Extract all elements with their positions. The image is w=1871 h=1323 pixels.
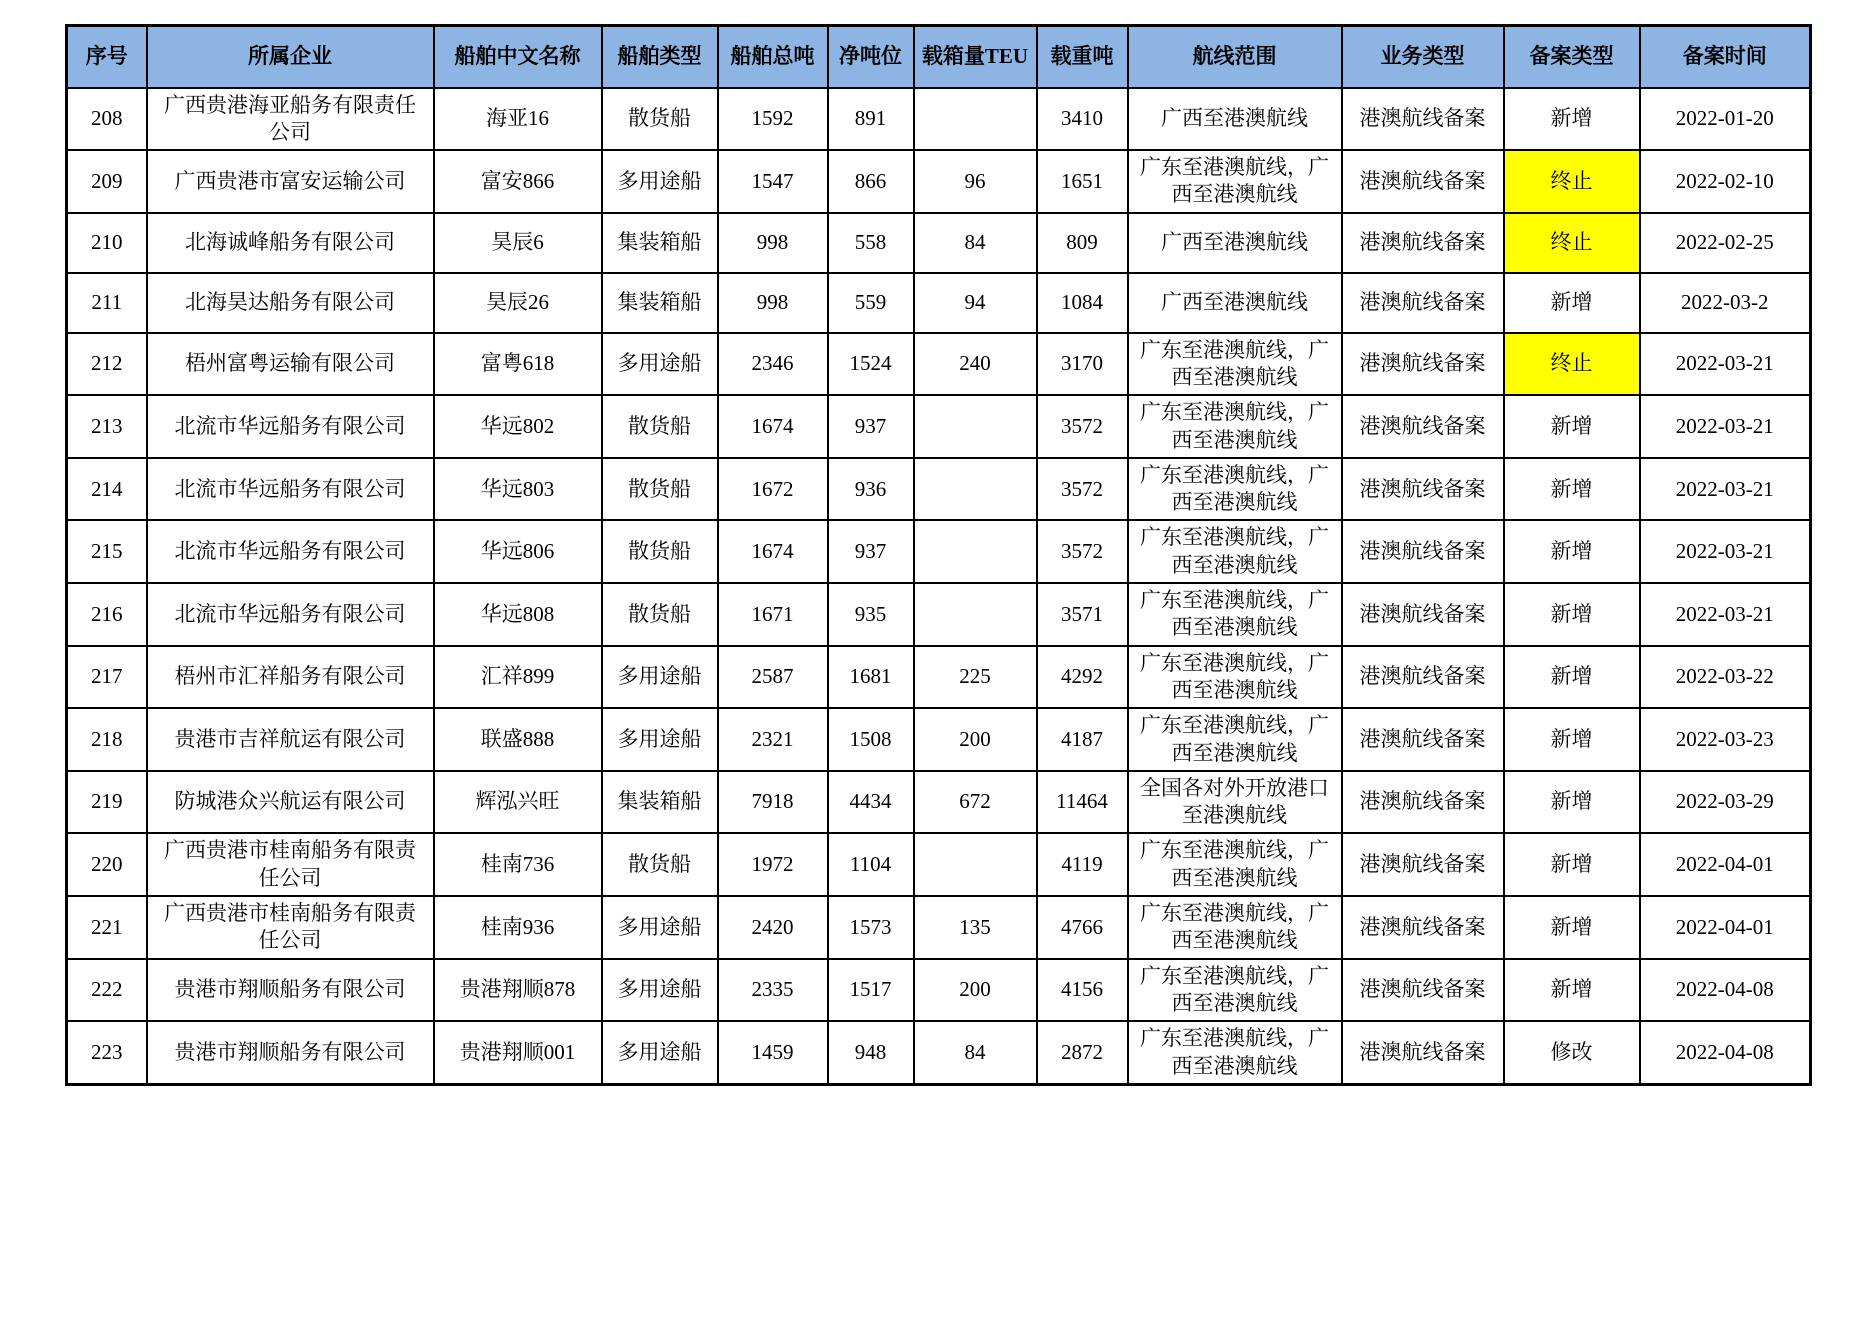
cell-filing_type: 新增 [1504, 959, 1640, 1022]
cell-ship_name: 华远803 [434, 458, 602, 521]
cell-teu: 200 [914, 708, 1037, 771]
column-header-business_type: 业务类型 [1342, 26, 1504, 88]
column-header-route: 航线范围 [1128, 26, 1342, 88]
cell-company: 贵港市吉祥航运有限公司 [147, 708, 434, 771]
cell-deadweight: 1084 [1037, 273, 1128, 333]
cell-net_tonnage: 1524 [828, 333, 914, 396]
cell-gross_tonnage: 2346 [718, 333, 828, 396]
vessel-filing-table [65, 24, 1812, 1086]
cell-route: 广东至港澳航线，广西至港澳航线 [1128, 333, 1342, 396]
column-header-teu: 载箱量TEU [914, 26, 1037, 88]
cell-teu [914, 583, 1037, 646]
cell-filing_type: 新增 [1504, 520, 1640, 583]
cell-route: 广西至港澳航线 [1128, 213, 1342, 273]
cell-company: 广西贵港市富安运输公司 [147, 150, 434, 213]
cell-filing_date: 2022-03-22 [1640, 646, 1811, 709]
cell-deadweight: 3572 [1037, 520, 1128, 583]
cell-route: 广东至港澳航线，广西至港澳航线 [1128, 833, 1342, 896]
cell-business_type: 港澳航线备案 [1342, 771, 1504, 834]
cell-gross_tonnage: 1674 [718, 520, 828, 583]
column-header-index: 序号 [67, 26, 147, 88]
cell-gross_tonnage: 1671 [718, 583, 828, 646]
cell-filing_date: 2022-02-10 [1640, 150, 1811, 213]
cell-filing_date: 2022-03-21 [1640, 583, 1811, 646]
cell-ship_type: 散货船 [602, 395, 718, 458]
cell-teu: 225 [914, 646, 1037, 709]
cell-net_tonnage: 1573 [828, 896, 914, 959]
table-row [67, 833, 1811, 896]
cell-ship_type: 散货船 [602, 88, 718, 151]
cell-company: 北流市华远船务有限公司 [147, 458, 434, 521]
cell-business_type: 港澳航线备案 [1342, 395, 1504, 458]
cell-company: 广西贵港海亚船务有限责任公司 [147, 88, 434, 151]
cell-ship_name: 富粤618 [434, 333, 602, 396]
cell-ship_type: 散货船 [602, 583, 718, 646]
cell-filing_type: 新增 [1504, 273, 1640, 333]
header-row [67, 26, 1811, 88]
table-row [67, 150, 1811, 213]
cell-company: 广西贵港市桂南船务有限责任公司 [147, 896, 434, 959]
cell-ship_name: 桂南936 [434, 896, 602, 959]
cell-ship_type: 多用途船 [602, 1021, 718, 1084]
cell-ship_type: 多用途船 [602, 708, 718, 771]
cell-ship_type: 多用途船 [602, 646, 718, 709]
cell-route: 全国各对外开放港口至港澳航线 [1128, 771, 1342, 834]
cell-net_tonnage: 558 [828, 213, 914, 273]
cell-route: 广西至港澳航线 [1128, 273, 1342, 333]
cell-net_tonnage: 866 [828, 150, 914, 213]
cell-business_type: 港澳航线备案 [1342, 213, 1504, 273]
cell-deadweight: 4187 [1037, 708, 1128, 771]
cell-ship_type: 多用途船 [602, 896, 718, 959]
cell-company: 梧州富粤运输有限公司 [147, 333, 434, 396]
cell-deadweight: 809 [1037, 213, 1128, 273]
table-row [67, 771, 1811, 834]
cell-business_type: 港澳航线备案 [1342, 708, 1504, 771]
cell-teu: 84 [914, 1021, 1037, 1084]
cell-filing_date: 2022-03-21 [1640, 520, 1811, 583]
cell-ship_name: 辉泓兴旺 [434, 771, 602, 834]
cell-index: 221 [67, 896, 147, 959]
cell-ship_name: 华远802 [434, 395, 602, 458]
cell-gross_tonnage: 2420 [718, 896, 828, 959]
cell-ship_name: 昊辰6 [434, 213, 602, 273]
table-row [67, 458, 1811, 521]
cell-business_type: 港澳航线备案 [1342, 959, 1504, 1022]
cell-index: 212 [67, 333, 147, 396]
cell-net_tonnage: 4434 [828, 771, 914, 834]
cell-route: 广西至港澳航线 [1128, 88, 1342, 151]
cell-route: 广东至港澳航线，广西至港澳航线 [1128, 520, 1342, 583]
column-header-gross_tonnage: 船舶总吨 [718, 26, 828, 88]
cell-route: 广东至港澳航线，广西至港澳航线 [1128, 458, 1342, 521]
cell-net_tonnage: 1104 [828, 833, 914, 896]
cell-deadweight: 3410 [1037, 88, 1128, 151]
cell-route: 广东至港澳航线，广西至港澳航线 [1128, 896, 1342, 959]
table-row [67, 520, 1811, 583]
cell-net_tonnage: 891 [828, 88, 914, 151]
table-row [67, 896, 1811, 959]
table-body [67, 88, 1811, 1085]
cell-index: 214 [67, 458, 147, 521]
cell-company: 北流市华远船务有限公司 [147, 395, 434, 458]
cell-filing_date: 2022-03-21 [1640, 395, 1811, 458]
cell-index: 210 [67, 213, 147, 273]
cell-company: 北海诚峰船务有限公司 [147, 213, 434, 273]
cell-business_type: 港澳航线备案 [1342, 1021, 1504, 1084]
cell-deadweight: 1651 [1037, 150, 1128, 213]
cell-index: 217 [67, 646, 147, 709]
cell-route: 广东至港澳航线，广西至港澳航线 [1128, 646, 1342, 709]
cell-net_tonnage: 1681 [828, 646, 914, 709]
cell-route: 广东至港澳航线，广西至港澳航线 [1128, 708, 1342, 771]
cell-index: 223 [67, 1021, 147, 1084]
table-row [67, 273, 1811, 333]
cell-index: 218 [67, 708, 147, 771]
table-row [67, 333, 1811, 396]
cell-net_tonnage: 937 [828, 520, 914, 583]
cell-ship_type: 散货船 [602, 458, 718, 521]
cell-company: 北流市华远船务有限公司 [147, 520, 434, 583]
cell-filing_date: 2022-04-08 [1640, 1021, 1811, 1084]
cell-gross_tonnage: 2587 [718, 646, 828, 709]
cell-net_tonnage: 937 [828, 395, 914, 458]
cell-route: 广东至港澳航线，广西至港澳航线 [1128, 1021, 1342, 1084]
cell-ship_name: 汇祥899 [434, 646, 602, 709]
cell-company: 梧州市汇祥船务有限公司 [147, 646, 434, 709]
column-header-filing_type: 备案类型 [1504, 26, 1640, 88]
cell-ship_name: 海亚16 [434, 88, 602, 151]
cell-teu: 96 [914, 150, 1037, 213]
table-row [67, 959, 1811, 1022]
cell-teu [914, 458, 1037, 521]
cell-ship_name: 贵港翔顺878 [434, 959, 602, 1022]
table-row [67, 213, 1811, 273]
table-row [67, 395, 1811, 458]
cell-index: 219 [67, 771, 147, 834]
cell-filing_type: 终止 [1504, 150, 1640, 213]
cell-filing_type: 新增 [1504, 458, 1640, 521]
cell-company: 北流市华远船务有限公司 [147, 583, 434, 646]
cell-filing_type: 新增 [1504, 708, 1640, 771]
cell-business_type: 港澳航线备案 [1342, 150, 1504, 213]
cell-ship_type: 多用途船 [602, 959, 718, 1022]
cell-index: 215 [67, 520, 147, 583]
cell-ship_name: 桂南736 [434, 833, 602, 896]
table-row [67, 1021, 1811, 1084]
cell-company: 贵港市翔顺船务有限公司 [147, 959, 434, 1022]
cell-teu: 240 [914, 333, 1037, 396]
cell-deadweight: 3572 [1037, 395, 1128, 458]
cell-teu [914, 520, 1037, 583]
cell-filing_date: 2022-01-20 [1640, 88, 1811, 151]
cell-ship_name: 昊辰26 [434, 273, 602, 333]
cell-filing_type: 新增 [1504, 395, 1640, 458]
cell-business_type: 港澳航线备案 [1342, 896, 1504, 959]
cell-filing_date: 2022-03-29 [1640, 771, 1811, 834]
cell-net_tonnage: 559 [828, 273, 914, 333]
cell-teu [914, 833, 1037, 896]
cell-filing_type: 终止 [1504, 333, 1640, 396]
cell-business_type: 港澳航线备案 [1342, 333, 1504, 396]
cell-net_tonnage: 948 [828, 1021, 914, 1084]
table-row [67, 646, 1811, 709]
cell-deadweight: 4156 [1037, 959, 1128, 1022]
cell-index: 222 [67, 959, 147, 1022]
cell-gross_tonnage: 998 [718, 213, 828, 273]
cell-filing_date: 2022-02-25 [1640, 213, 1811, 273]
cell-deadweight: 4766 [1037, 896, 1128, 959]
cell-filing_date: 2022-03-23 [1640, 708, 1811, 771]
cell-filing_type: 修改 [1504, 1021, 1640, 1084]
cell-ship_name: 华远808 [434, 583, 602, 646]
cell-ship_name: 富安866 [434, 150, 602, 213]
cell-deadweight: 2872 [1037, 1021, 1128, 1084]
cell-deadweight: 3170 [1037, 333, 1128, 396]
cell-ship_type: 多用途船 [602, 150, 718, 213]
cell-filing_type: 新增 [1504, 583, 1640, 646]
column-header-net_tonnage: 净吨位 [828, 26, 914, 88]
cell-business_type: 港澳航线备案 [1342, 646, 1504, 709]
column-header-deadweight: 载重吨 [1037, 26, 1128, 88]
cell-filing_type: 新增 [1504, 88, 1640, 151]
cell-teu: 84 [914, 213, 1037, 273]
cell-deadweight: 4119 [1037, 833, 1128, 896]
cell-index: 213 [67, 395, 147, 458]
cell-net_tonnage: 1517 [828, 959, 914, 1022]
cell-business_type: 港澳航线备案 [1342, 833, 1504, 896]
cell-route: 广东至港澳航线，广西至港澳航线 [1128, 150, 1342, 213]
cell-route: 广东至港澳航线，广西至港澳航线 [1128, 395, 1342, 458]
cell-gross_tonnage: 1672 [718, 458, 828, 521]
cell-net_tonnage: 1508 [828, 708, 914, 771]
cell-net_tonnage: 936 [828, 458, 914, 521]
cell-gross_tonnage: 1547 [718, 150, 828, 213]
cell-gross_tonnage: 1674 [718, 395, 828, 458]
cell-filing_date: 2022-04-01 [1640, 833, 1811, 896]
cell-index: 209 [67, 150, 147, 213]
cell-business_type: 港澳航线备案 [1342, 88, 1504, 151]
cell-gross_tonnage: 7918 [718, 771, 828, 834]
cell-teu [914, 395, 1037, 458]
cell-index: 216 [67, 583, 147, 646]
cell-business_type: 港澳航线备案 [1342, 583, 1504, 646]
cell-filing_date: 2022-03-21 [1640, 458, 1811, 521]
table-row [67, 583, 1811, 646]
cell-business_type: 港澳航线备案 [1342, 520, 1504, 583]
cell-index: 208 [67, 88, 147, 151]
cell-ship_type: 集装箱船 [602, 273, 718, 333]
cell-filing_date: 2022-04-08 [1640, 959, 1811, 1022]
cell-teu: 672 [914, 771, 1037, 834]
column-header-ship_name: 船舶中文名称 [434, 26, 602, 88]
cell-gross_tonnage: 998 [718, 273, 828, 333]
cell-filing_date: 2022-04-01 [1640, 896, 1811, 959]
cell-route: 广东至港澳航线，广西至港澳航线 [1128, 959, 1342, 1022]
cell-business_type: 港澳航线备案 [1342, 273, 1504, 333]
cell-teu: 94 [914, 273, 1037, 333]
table-row [67, 88, 1811, 151]
cell-ship_name: 华远806 [434, 520, 602, 583]
cell-deadweight: 4292 [1037, 646, 1128, 709]
cell-net_tonnage: 935 [828, 583, 914, 646]
cell-ship_type: 散货船 [602, 520, 718, 583]
cell-gross_tonnage: 1972 [718, 833, 828, 896]
cell-ship_type: 集装箱船 [602, 771, 718, 834]
cell-company: 广西贵港市桂南船务有限责任公司 [147, 833, 434, 896]
cell-gross_tonnage: 1592 [718, 88, 828, 151]
column-header-ship_type: 船舶类型 [602, 26, 718, 88]
cell-filing_type: 新增 [1504, 646, 1640, 709]
cell-company: 防城港众兴航运有限公司 [147, 771, 434, 834]
cell-teu: 135 [914, 896, 1037, 959]
cell-gross_tonnage: 2335 [718, 959, 828, 1022]
cell-teu: 200 [914, 959, 1037, 1022]
cell-business_type: 港澳航线备案 [1342, 458, 1504, 521]
cell-index: 220 [67, 833, 147, 896]
cell-teu [914, 88, 1037, 151]
cell-filing_date: 2022-03-2 [1640, 273, 1811, 333]
cell-deadweight: 3572 [1037, 458, 1128, 521]
cell-gross_tonnage: 2321 [718, 708, 828, 771]
cell-filing_type: 新增 [1504, 771, 1640, 834]
cell-deadweight: 3571 [1037, 583, 1128, 646]
cell-company: 北海昊达船务有限公司 [147, 273, 434, 333]
table-row [67, 708, 1811, 771]
cell-filing_date: 2022-03-21 [1640, 333, 1811, 396]
cell-index: 211 [67, 273, 147, 333]
cell-gross_tonnage: 1459 [718, 1021, 828, 1084]
cell-ship_name: 贵港翔顺001 [434, 1021, 602, 1084]
column-header-filing_date: 备案时间 [1640, 26, 1811, 88]
cell-route: 广东至港澳航线，广西至港澳航线 [1128, 583, 1342, 646]
cell-filing_type: 终止 [1504, 213, 1640, 273]
cell-ship_type: 多用途船 [602, 333, 718, 396]
table-header [67, 26, 1811, 88]
cell-deadweight: 11464 [1037, 771, 1128, 834]
cell-filing_type: 新增 [1504, 833, 1640, 896]
cell-ship_name: 联盛888 [434, 708, 602, 771]
cell-filing_type: 新增 [1504, 896, 1640, 959]
cell-ship_type: 集装箱船 [602, 213, 718, 273]
cell-company: 贵港市翔顺船务有限公司 [147, 1021, 434, 1084]
cell-ship_type: 散货船 [602, 833, 718, 896]
column-header-company: 所属企业 [147, 26, 434, 88]
